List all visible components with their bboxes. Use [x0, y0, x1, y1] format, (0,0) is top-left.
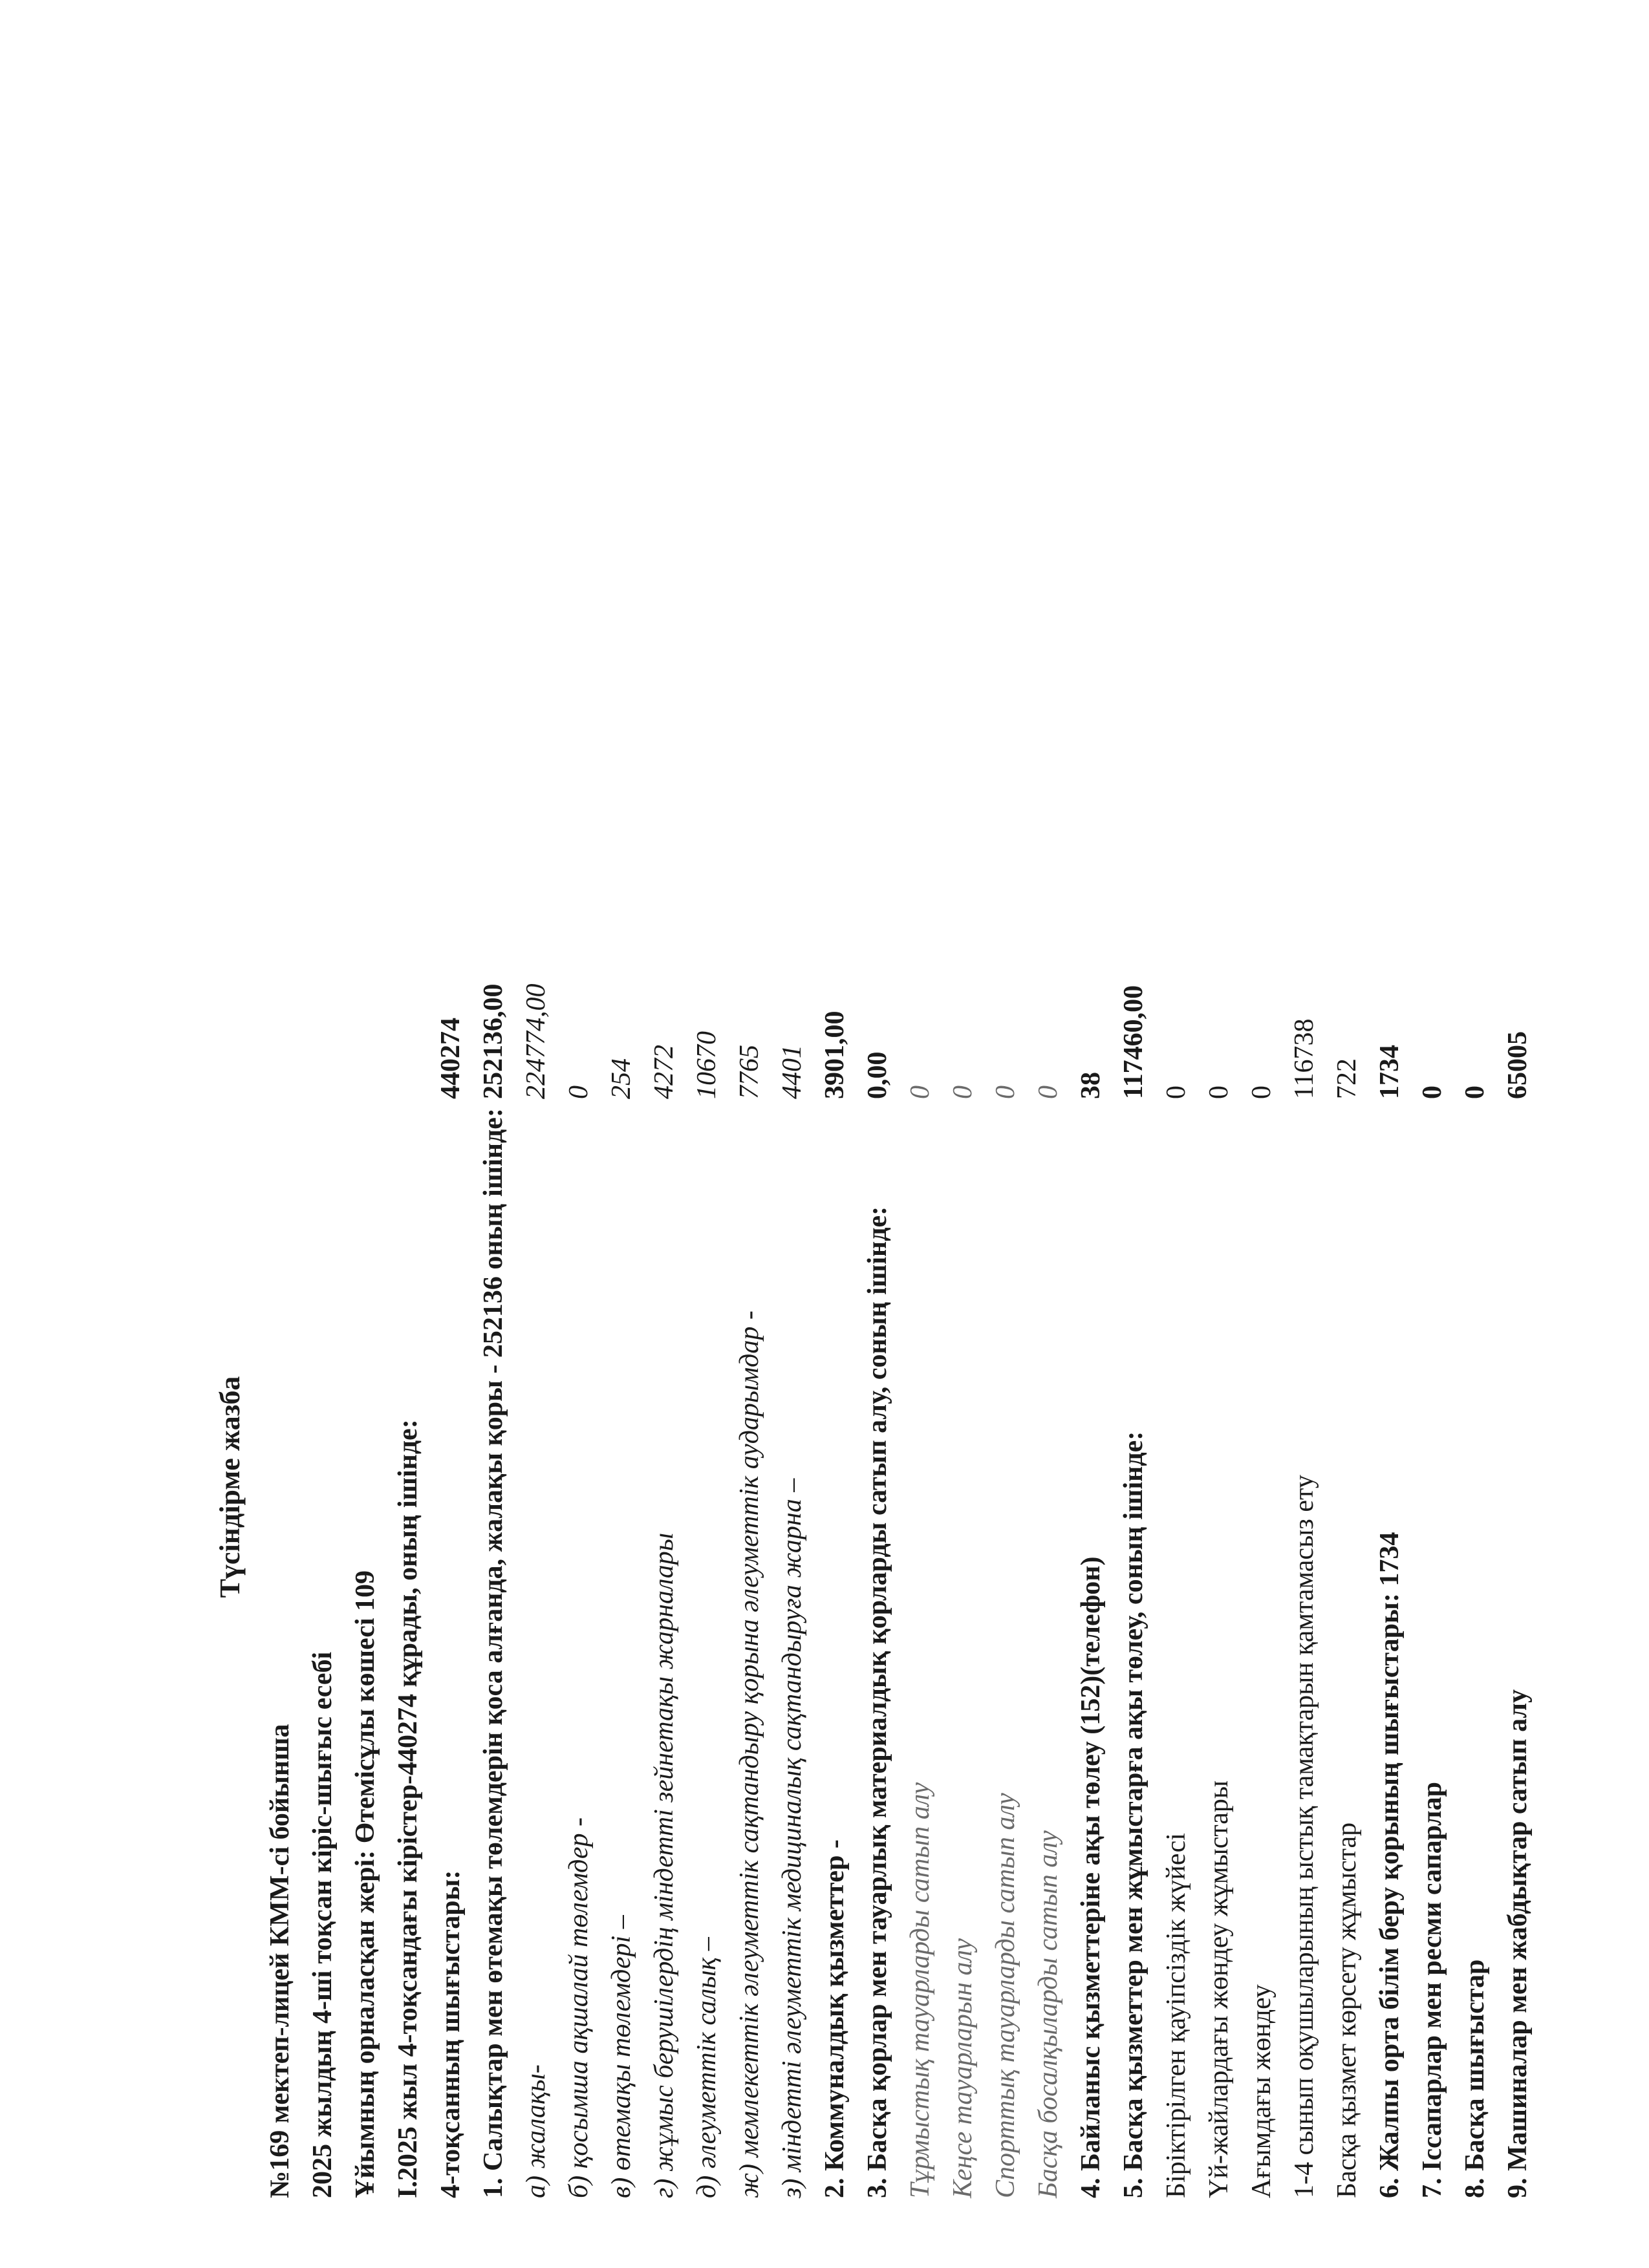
expense-row-additional-payments	[557, 776, 600, 2198]
expense-row-hot-meals	[1283, 776, 1326, 2198]
expense-value: 722	[1332, 1058, 1362, 1099]
expense-value: 0	[1417, 1086, 1447, 1099]
expense-row-communication	[1070, 776, 1112, 2198]
expense-value: 0	[948, 1086, 978, 1099]
expense-row-other-services	[1112, 776, 1155, 2198]
expense-row-other-expenses	[1454, 776, 1496, 2198]
expense-label: 5. Басқа қызметтер мен жұмыстарға ақы төлеу, соның ішінде:	[1119, 1431, 1148, 2198]
report-lines	[259, 776, 1539, 2198]
expense-value: 4272	[649, 1045, 679, 1099]
expense-row-equipment	[1496, 776, 1539, 2198]
expense-label: Біріктірілген қауіпсіздік жүйесі	[1161, 1833, 1191, 2198]
expense-value: 4401	[777, 1045, 807, 1099]
expense-row-sports-goods	[984, 776, 1027, 2198]
expense-row-pension	[643, 776, 685, 2198]
expense-label: 9. Машиналар мен жабдықтар сатып алу	[1503, 1689, 1533, 2198]
expense-label: 7. Іссапарлар мен ресми сапарлар	[1417, 1782, 1447, 2198]
expense-label: 1. Салықтар мен өтемақы төлемдерін қоса алғанда, жалақы қоры - 252136 оның ішінде:	[479, 1108, 508, 2198]
expense-row-supplies	[856, 776, 899, 2198]
expense-row-premises-repair	[1198, 776, 1240, 2198]
expense-value: 0	[1460, 1086, 1490, 1099]
header-line-location: Ұйымның орналасқан жері: Өтемісұлы көшесі 109	[350, 1570, 380, 2198]
expense-label: 4. Байланыс қызметтеріне ақы төлеу (152)(телефон)	[1076, 1556, 1106, 2198]
expense-value: 0,00	[863, 1051, 892, 1099]
expense-label: 1-4 сынып оқушыларының ыстық тамақтарын қамтамасыз ету	[1289, 1475, 1319, 2198]
expense-row-salary	[515, 776, 557, 2198]
expense-value: 65005	[1503, 1031, 1533, 1099]
expense-row-payroll	[472, 776, 515, 2198]
expense-row-office-supplies	[942, 776, 984, 2198]
expense-value: 0	[564, 1086, 594, 1099]
expense-row-business-trips	[1411, 776, 1454, 2198]
expense-value: 10670	[692, 1031, 722, 1099]
expense-value: 0	[1161, 1086, 1191, 1099]
expense-value: 224774,00	[521, 983, 551, 1099]
expense-label: 3. Басқа қорлар мен тауарлық материалдық қорларды сатып алу, соның ішінде:	[863, 1206, 892, 2198]
expense-label: Үй-жайлардағы жөндеу жұмыстары	[1204, 1780, 1234, 2198]
expense-row-social-tax	[685, 776, 728, 2198]
expense-label: Басқа босалқыларды сатып алу	[1033, 1830, 1063, 2198]
document-page	[194, 776, 1533, 2198]
expense-row-total	[429, 776, 472, 2198]
expense-value: 117460,00	[1119, 985, 1148, 1099]
header-line-period: 2025 жылдың 4-ші тоқсан кіріс-шығыс есебі	[308, 1651, 338, 2198]
expense-label: 6. Жалпы орта білім беру қорының шығыстары: 1734	[1375, 1532, 1405, 2198]
expense-row-compensation	[600, 776, 643, 2198]
expense-row-current-repair	[1240, 776, 1283, 2198]
expense-label: 2. Коммуналдық қызметтер -	[820, 1839, 850, 2198]
expense-label: а) жалақы-	[521, 2064, 551, 2198]
expense-value: 0	[1247, 1086, 1277, 1099]
header-line-school: №169 мектеп-лицей КММ-сі бойынша	[265, 1724, 295, 2198]
expense-label: 8. Басқа шығыстар	[1460, 1959, 1490, 2198]
expense-label: б) қосымша ақшалай төлемдер -	[564, 1817, 594, 2198]
expense-value: 3901,00	[820, 1011, 850, 1099]
expense-row-household-goods	[899, 776, 942, 2198]
expense-row-medical-insurance	[771, 776, 814, 2198]
expense-label: Ағымдағы жөндеу	[1247, 1984, 1277, 2198]
document-title: Түсіндірме жазба	[214, 1376, 246, 1598]
expense-label: з) міндетті әлеуметтік медициналық сақтандыруға жарна –	[777, 1478, 807, 2198]
expense-value: 0	[991, 1086, 1020, 1099]
expense-row-other-supplies	[1027, 776, 1070, 2198]
expense-row-security-system	[1155, 776, 1198, 2198]
expense-value: 116738	[1289, 1018, 1319, 1099]
header-line-income: I.2025 жыл 4-тоқсандағы кірістер-440274 құрады, оның ішінде:	[393, 1419, 423, 2198]
expense-value: 0	[1204, 1086, 1234, 1099]
expense-row-education-fund	[1368, 776, 1411, 2198]
expense-value: 7765	[735, 1045, 764, 1099]
expense-value: 38	[1076, 1072, 1106, 1099]
expense-value: 440274	[436, 1018, 466, 1099]
expense-value: 0	[1033, 1086, 1063, 1099]
expense-value: 254	[607, 1058, 636, 1099]
expense-label: Спорттық тауарларды сатып алу	[991, 1793, 1020, 2198]
expense-value: 1734	[1375, 1045, 1405, 1099]
expense-label: в) өтемақы төлемдері –	[607, 1915, 636, 2198]
expense-value: 252136,00	[479, 983, 508, 1099]
expense-label: Басқа қызмет көрсету жұмыстар	[1332, 1822, 1362, 2198]
expense-label: г) жұмыс берушілердің міндетті зейнетақы жарналары	[649, 1532, 679, 2198]
expense-label: ж) мемлекеттік әлеуметтік сақтандыру қорына әлеуметтік аударымдар -	[735, 1311, 764, 2198]
expense-label: д) әлеуметтік салық –	[692, 1937, 722, 2198]
expense-label: Кеңсе тауарларын алу	[948, 1938, 978, 2198]
expense-row-utilities	[814, 776, 856, 2198]
expense-label: Тұрмыстық тауарларды сатып алу	[905, 1782, 935, 2198]
expense-row-other-service-works	[1326, 776, 1368, 2198]
expense-row-social-insurance	[728, 776, 771, 2198]
expense-value: 0	[905, 1086, 935, 1099]
expense-label: 4-тоқсанның шығыстары:	[436, 1870, 466, 2198]
